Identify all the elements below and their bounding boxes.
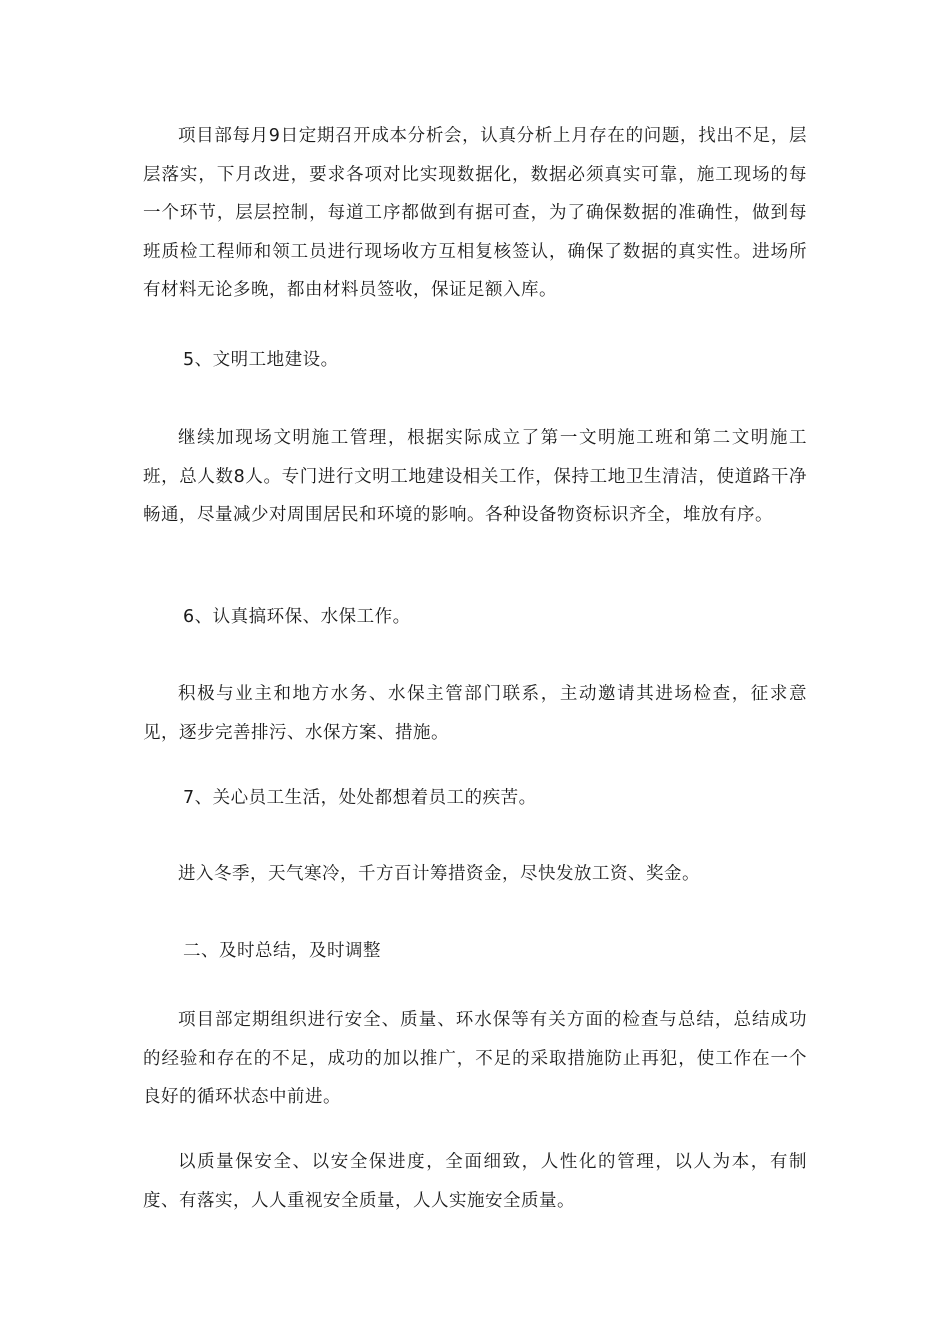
paragraph-cost-analysis: 项目部每月9日定期召开成本分析会，认真分析上月存在的问题，找出不足，层层落实，下月改进，要求各项对比实现数据化，数据必须真实可靠，施工现场的每一个环节，层层控制，每道工序都做到有据可查，为了确保数据的准确性，做到每班质检工程师和领工员进行现场收方互相复核签认，确保了数据的真实性。进场所有材料无论多晚，都由材料员签收，保证足额入库。 [143, 126, 807, 300]
heading-employee-care: 7、关心员工生活，处处都想着员工的疾苦。 [183, 788, 537, 808]
paragraph-environmental: 积极与业主和地方水务、水保主管部门联系，主动邀请其进场检查，征求意见，逐步完善排污、水保方案、措施。 [143, 684, 807, 743]
paragraph-civilized-site: 继续加现场文明施工管理，根据实际成立了第一文明施工班和第二文明施工班，总人数8人。专门进行文明工地建设相关工作，保持工地卫生清洁，使道路干净畅通，尽量减少对周围居民和环境的影响。各种设备物资标识齐全，堆放有序。 [143, 428, 807, 525]
paragraph-quality-safety: 以质量保安全、以安全保进度，全面细致，人性化的管理，以人为本，有制度、有落实，人人重视安全质量，人人实施安全质量。 [143, 1152, 807, 1211]
paragraph-employee-care: 进入冬季，天气寒冷，千方百计筹措资金，尽快发放工资、奖金。 [178, 864, 700, 884]
paragraph-inspection-summary: 项目部定期组织进行安全、质量、环水保等有关方面的检查与总结，总结成功的经验和存在的不足，成功的加以推广，不足的采取措施防止再犯，使工作在一个良好的循环状态中前进。 [143, 1010, 807, 1107]
heading-environmental: 6、认真搞环保、水保工作。 [183, 607, 411, 627]
heading-civilized-site: 5、文明工地建设。 [183, 350, 339, 370]
heading-summary: 二、及时总结，及时调整 [183, 941, 381, 961]
